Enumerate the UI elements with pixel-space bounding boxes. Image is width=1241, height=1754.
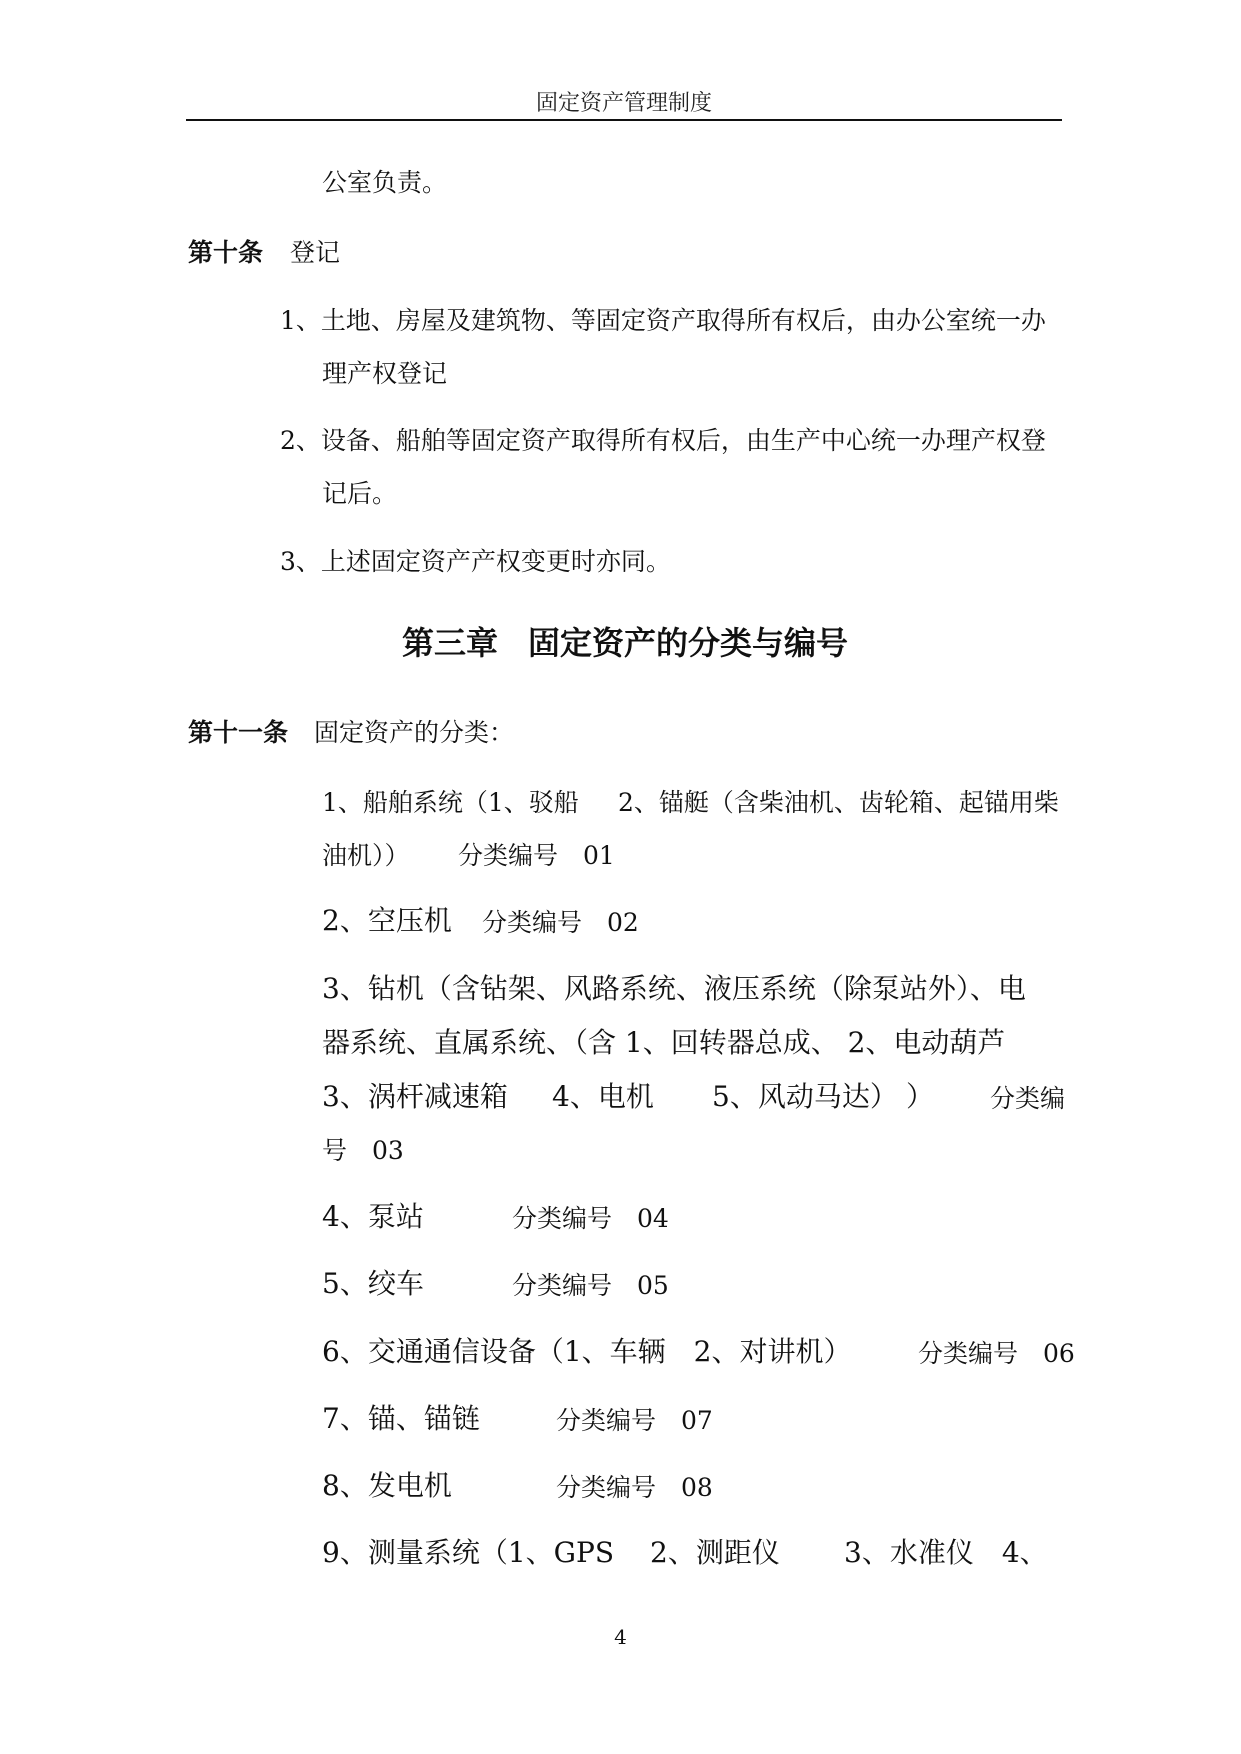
category-code: 分类编号 08 xyxy=(556,1473,713,1502)
category-code: 分类编号 01 xyxy=(458,841,615,870)
article-10-title: 登记 xyxy=(290,238,341,267)
category-text: 3、涡杆减速箱 xyxy=(322,1080,508,1113)
category-code: 分类编号 06 xyxy=(918,1339,1075,1368)
text-line: 记后。 xyxy=(322,479,398,508)
article-10-label: 第十条 xyxy=(188,238,264,267)
category-text: 2、锚艇（含柴油机、齿轮箱、起锚用柴 xyxy=(618,788,1059,817)
category-code: 号 03 xyxy=(322,1136,404,1165)
category-text: 4、电机 xyxy=(552,1080,654,1113)
category-text: ） xyxy=(906,1080,935,1113)
category-code: 分类编号 02 xyxy=(482,908,639,937)
category-code: 分类编号 07 xyxy=(556,1406,713,1435)
category-text: 6、交通通信设备（1、车辆 2、对讲机） xyxy=(322,1335,852,1368)
category-text: 2、空压机 xyxy=(322,904,452,937)
text-line: 理产权登记 xyxy=(322,359,448,388)
category-text: 油机）） xyxy=(322,841,410,870)
category-text: 9、测量系统（1、GPS xyxy=(322,1536,615,1569)
text-line: 3、上述固定资产产权变更时亦同。 xyxy=(280,547,671,576)
text-line: 1、土地、房屋及建筑物、等固定资产取得所有权后，由办公室统一办 xyxy=(280,306,1046,335)
chapter-title: 固定资产的分类与编号 xyxy=(528,624,849,662)
text-line: 2、设备、船舶等固定资产取得所有权后，由生产中心统一办理产权登 xyxy=(280,426,1046,455)
category-code: 分类编 xyxy=(990,1084,1066,1113)
category-text: 1、船舶系统（1、驳船 xyxy=(322,788,579,817)
category-text: 器系统、直属系统、（含 1、回转器总成、 2、电动葫芦 xyxy=(322,1026,1006,1059)
text-line: 公室负责。 xyxy=(322,168,448,197)
category-text: 5、风动马达） xyxy=(712,1080,898,1113)
article-11-label: 第十一条 xyxy=(188,718,289,747)
article-11-title: 固定资产的分类： xyxy=(314,718,515,747)
category-text: 3、水准仪 4、 xyxy=(844,1536,1048,1569)
page-number: 4 xyxy=(614,1625,627,1649)
chapter-number: 第三章 xyxy=(402,624,499,662)
category-text: 7、锚、锚链 xyxy=(322,1402,480,1435)
category-text: 2、测距仪 xyxy=(650,1536,780,1569)
category-text: 8、发电机 xyxy=(322,1469,452,1502)
page-header-title: 固定资产管理制度 xyxy=(535,91,712,116)
category-text: 5、绞车 xyxy=(322,1267,424,1300)
category-code: 分类编号 04 xyxy=(512,1204,669,1233)
category-text: 4、泵站 xyxy=(322,1200,424,1233)
category-text: 3、钻机（含钻架、风路系统、液压系统（除泵站外）、电 xyxy=(322,972,1026,1005)
category-code: 分类编号 05 xyxy=(512,1271,669,1300)
header-rule xyxy=(186,119,1062,121)
